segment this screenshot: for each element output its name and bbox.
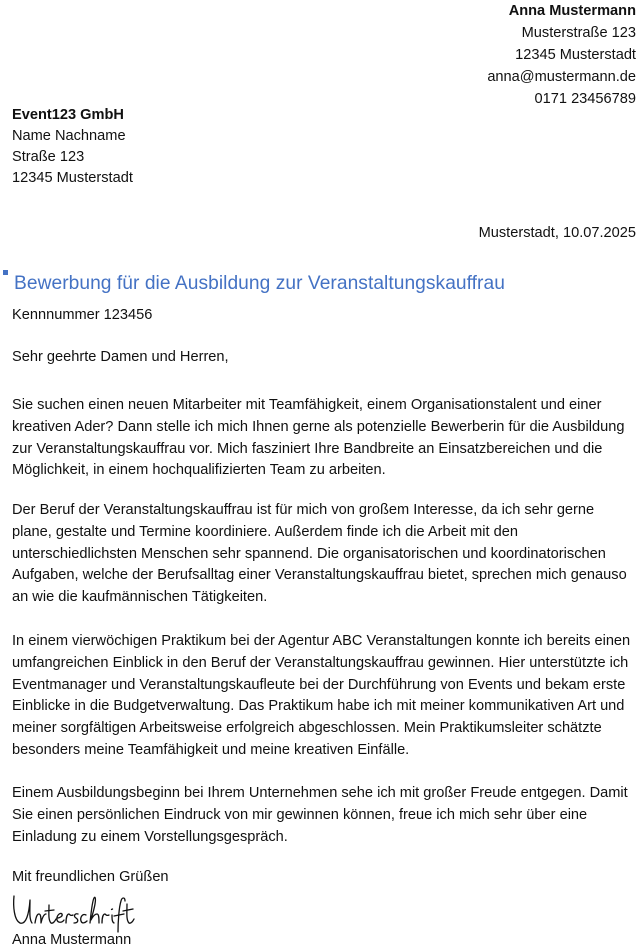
sender-name: Anna Mustermann <box>508 3 636 19</box>
reference-number: Kennnummer 123456 <box>12 307 153 323</box>
heading-marker-icon <box>3 270 8 275</box>
date-line: Musterstadt, 10.07.2025 <box>478 225 636 241</box>
recipient-contact: Name Nachname <box>12 128 126 144</box>
handwritten-signature <box>10 892 135 934</box>
sender-email: anna@mustermann.de <box>487 69 636 85</box>
recipient-street: Straße 123 <box>12 149 85 165</box>
body-paragraph-4: Einem Ausbildungsbeginn bei Ihrem Unternehmen sehe ich mit großer Freude entgegen. Damit Sie einen persönlichen Eindruck von mir gewinnen können, freue ich mich sehr über eine Einladung zu einem Vorstellungsgespräch. <box>12 785 628 845</box>
salutation: Sehr geehrte Damen und Herren, <box>12 349 229 365</box>
sender-city: 12345 Musterstadt <box>515 47 636 63</box>
recipient-company: Event123 GmbH <box>12 107 124 123</box>
recipient-city: 12345 Musterstadt <box>12 170 133 186</box>
body-paragraph-1: Sie suchen einen neuen Mitarbeiter mit Teamfähigkeit, einem Organisationstalent und einer kreativen Ader? Dann stelle ich mich Ihnen gerne als potenzielle Bewerberin für die Ausbildung zur Veranstaltungskauffrau vor. Mich fasziniert Ihre Bandbreite an Einsatzbereichen und die Möglichkeit, in einem hochqualifizierten Team zu arbeiten. <box>12 397 625 479</box>
body-paragraph-3: In einem vierwöchigen Praktikum bei der Agentur ABC Veranstaltungen konnte ich bereits einen umfangreichen Einblick in den Beruf der Veranstaltungskauffrau gewinnen. Hier unterstützte ich Eventmanager und Veranstaltungskaufleute bei der Durchführung von Events und bekam erste Einblicke in die Budgetverwaltung. Das Praktikum habe ich mit meiner kommunikativen Art und meiner sorgfältigen Arbeitsweise erfolgreich abgeschlossen. Mein Praktikumsleiter schätzte besonders meine Teamfähigkeit und meine kreativen Einfälle. <box>12 633 631 758</box>
body-paragraph-2: Der Beruf der Veranstaltungskauffrau ist für mich von großem Interesse, da ich sehr gerne plane, gestalte und Termine koordiniere. Außerdem finde ich die Arbeit mit den unterschiedlichsten Menschen sehr spannend. Die organisatorischen und koordinatorischen Aufgaben, welche der Berufsalltag einer Veranstaltungskauffrau bietet, sprechen mich genauso an wie die kaufmännischen Tätigkeiten. <box>12 502 627 606</box>
subject-heading: Bewerbung für die Ausbildung zur Veranstaltungskauffrau <box>14 273 505 294</box>
closing-line: Mit freundlichen Grüßen <box>12 869 169 885</box>
sender-street: Musterstraße 123 <box>521 25 636 41</box>
sender-address <box>487 0 636 110</box>
signer-name: Anna Mustermann <box>12 932 132 948</box>
sender-phone: 0171 23456789 <box>534 91 636 107</box>
recipient-address <box>12 105 133 189</box>
